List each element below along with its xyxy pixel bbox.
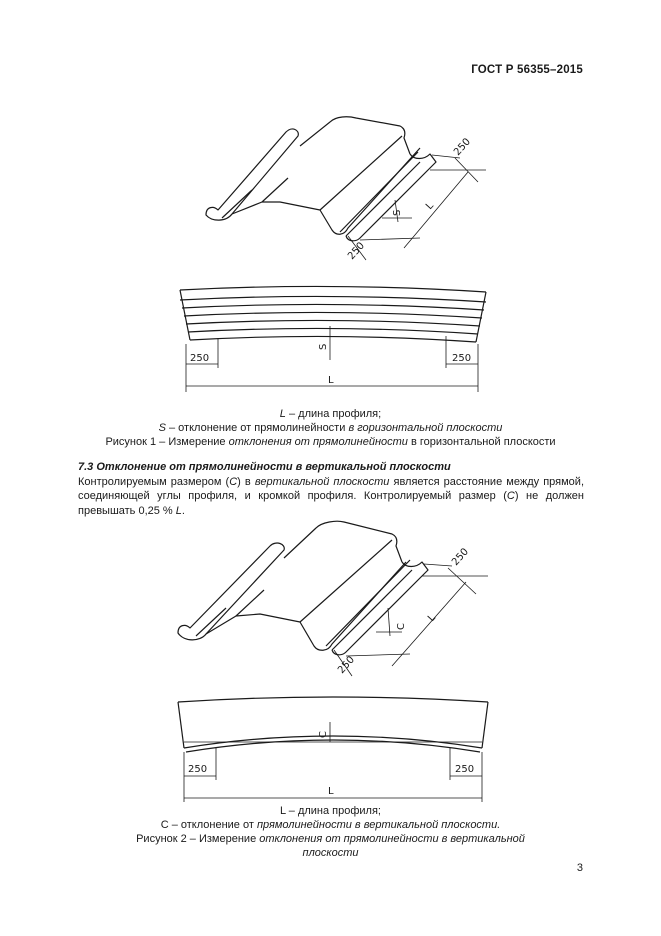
fig2-top-dim-250: 250 — [450, 546, 472, 569]
fig1-plan-dim-250-left: 250 — [190, 353, 210, 364]
legend-S-symbol: S — [158, 422, 166, 434]
caption-2-prefix: Рисунок 2 – Измерение — [136, 833, 260, 845]
caption-1-italic: отклонения от прямолинейности — [228, 436, 408, 448]
para-part-4: ) не должен превышать 0,25 % — [78, 490, 584, 517]
page-number: 3 — [576, 862, 583, 874]
section-number: 7.3 — [78, 461, 94, 473]
section-7-3 — [78, 460, 584, 518]
fig1-top-dim-250b: 250 — [346, 240, 368, 263]
figure-1-legend — [0, 407, 661, 449]
para-part-1: Контролируемым размером ( — [78, 475, 230, 488]
para-italic: вертикальной плоскости — [254, 475, 390, 488]
fig2-top-dim-C: C — [396, 623, 407, 630]
legend-2-C-italic: прямолинейности в вертикальной плоскости. — [256, 819, 501, 831]
legend-L-text: – длина профиля; — [285, 408, 382, 420]
fig1-top-dim-S: S — [392, 209, 403, 216]
fig1-top-dim-L: L — [424, 200, 436, 213]
section-paragraph — [78, 475, 584, 519]
fig1-top-dim-250: 250 — [452, 136, 474, 159]
legend-2-C-text: С – отклонение от — [160, 819, 257, 831]
figure-2-caption-line-2 — [0, 846, 661, 860]
document-id-header: ГОСТ Р 56355–2015 — [471, 64, 583, 76]
fig1-plan-dim-S: S — [318, 343, 329, 350]
fig2-side-dim-L: L — [328, 786, 334, 797]
para-part-3: является расстояние между прямой, соединяющей углы профиля, и кромкой профиля. Контролируемый размер ( — [78, 475, 584, 502]
figure-1-drawing — [0, 110, 661, 400]
para-part-5: . — [181, 504, 185, 517]
fig2-side-dim-250-right: 250 — [455, 764, 475, 775]
figure-1 — [0, 110, 661, 400]
figure-2 — [0, 516, 661, 806]
para-symbol-C1: С — [229, 475, 238, 488]
legend-S-italic: в горизонтальной плоскости — [348, 422, 503, 434]
figure-2-drawing — [0, 516, 661, 806]
figure-2-caption-line-1 — [0, 832, 661, 846]
figure-2-legend — [0, 804, 661, 860]
legend-L-symbol: L — [279, 408, 286, 420]
para-symbol-C2: С — [506, 490, 515, 502]
fig2-side-dim-250-left: 250 — [188, 764, 208, 775]
legend-S-line — [0, 421, 661, 435]
caption-2-italic: отклонения от прямолинейности в вертикальной — [259, 833, 525, 845]
fig1-plan-dim-250-right: 250 — [452, 353, 472, 364]
para-symbol-L: L — [175, 504, 182, 517]
caption-1-prefix: Рисунок 1 – Измерение — [105, 436, 229, 448]
fig2-side-dim-C: C — [318, 731, 329, 738]
para-part-2: ) в — [237, 475, 255, 488]
fig1-plan-dim-L: L — [328, 375, 334, 386]
section-heading — [78, 460, 584, 475]
figure-1-caption — [0, 435, 661, 449]
legend-2-C-line — [0, 818, 661, 832]
caption-1-tail: в горизонтальной плоскости — [407, 436, 556, 448]
fig2-top-dim-250b: 250 — [336, 654, 358, 677]
caption-2-italic-2: плоскости — [302, 847, 359, 859]
legend-L-line — [0, 407, 661, 421]
section-title: Отклонение от прямолинейности в вертикальной плоскости — [93, 461, 451, 473]
legend-2-L-line: L – длина профиля; — [280, 805, 381, 817]
fig2-top-dim-L: L — [426, 612, 438, 625]
legend-S-text: – отклонение от прямолинейности — [165, 422, 349, 434]
